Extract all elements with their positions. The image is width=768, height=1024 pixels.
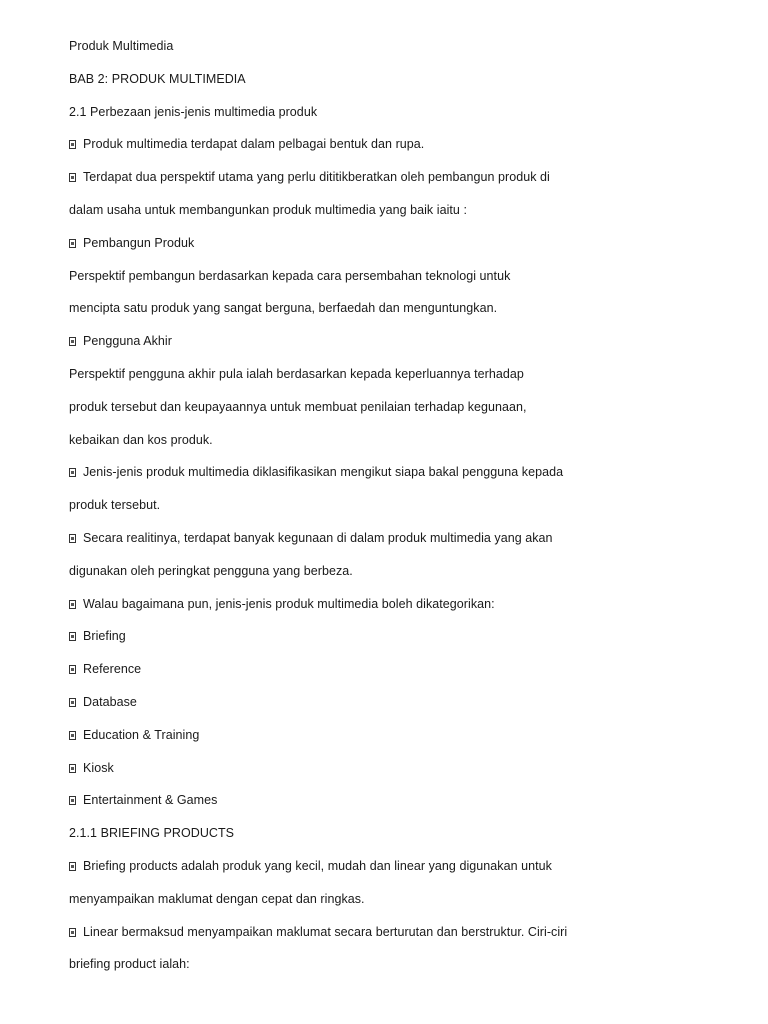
bullet-box-icon [69,337,76,346]
line-text: 2.1.1 BRIEFING PRODUCTS [69,826,235,840]
bullet-line [69,235,194,251]
line-text: produk tersebut. [69,498,161,512]
bullet-box-icon [69,468,76,477]
bullet-box-icon [69,764,76,773]
line-text: dalam usaha untuk membangunkan produk multimedia yang baik iaitu : [69,203,467,217]
text-line [69,563,353,579]
text-line [69,399,527,415]
bullet-line [69,924,567,940]
bullet-box-icon [69,928,76,937]
line-text: BAB 2: PRODUK MULTIMEDIA [69,72,246,86]
line-text: digunakan oleh peringkat pengguna yang berbeza. [69,564,353,578]
bullet-line [69,792,217,808]
line-text: Briefing [83,629,126,643]
line-text: Kiosk [83,761,114,775]
line-text: Walau bagaimana pun, jenis-jenis produk multimedia boleh dikategorikan: [83,597,495,611]
bullet-line [69,333,172,349]
line-text: kebaikan dan kos produk. [69,433,213,447]
bullet-box-icon [69,731,76,740]
bullet-box-icon [69,862,76,871]
bullet-box-icon [69,534,76,543]
bullet-line [69,530,553,546]
line-text: Perspektif pembangun berdasarkan kepada cara persembahan teknologi untuk [69,269,511,283]
text-line [69,300,497,316]
bullet-line [69,727,199,743]
text-line [69,825,234,841]
bullet-box-icon [69,665,76,674]
text-line [69,38,173,54]
bullet-line [69,628,126,644]
line-text: Education & Training [83,728,200,742]
line-text: mencipta satu produk yang sangat berguna, berfaedah dan menguntungkan. [69,301,498,315]
line-text: Jenis-jenis produk multimedia diklasifikasikan mengikut siapa bakal pengguna kepada [83,465,564,479]
text-line [69,891,365,907]
bullet-line [69,858,552,874]
bullet-line [69,694,137,710]
bullet-box-icon [69,698,76,707]
bullet-box-icon [69,600,76,609]
text-line [69,432,213,448]
line-text: Briefing products adalah produk yang kecil, mudah dan linear yang digunakan untuk [83,859,552,873]
text-line [69,366,524,382]
line-text: briefing product ialah: [69,957,190,971]
line-text: menyampaikan maklumat dengan cepat dan ringkas. [69,892,365,906]
bullet-box-icon [69,173,76,182]
line-text: produk tersebut dan keupayaannya untuk membuat penilaian terhadap kegunaan, [69,400,527,414]
line-text: 2.1 Perbezaan jenis-jenis multimedia produk [69,105,318,119]
line-text: Database [83,695,137,709]
line-text: Reference [83,662,142,676]
line-text: Entertainment & Games [83,793,218,807]
text-line [69,268,510,284]
text-line [69,497,160,513]
bullet-line [69,760,114,776]
bullet-line [69,661,141,677]
line-text: Terdapat dua perspektif utama yang perlu dititikberatkan oleh pembangun produk di [83,170,550,184]
bullet-box-icon [69,239,76,248]
line-text: Pengguna Akhir [83,334,172,348]
line-text: Perspektif pengguna akhir pula ialah berdasarkan kepada keperluannya terhadap [69,367,524,381]
text-line [69,202,467,218]
text-line [69,956,190,972]
bullet-box-icon [69,632,76,641]
line-text: Linear bermaksud menyampaikan maklumat secara berturutan dan berstruktur. Ciri-ciri [83,925,568,939]
line-text: Pembangun Produk [83,236,195,250]
bullet-line [69,464,563,480]
bullet-box-icon [69,796,76,805]
bullet-line [69,169,550,185]
bullet-box-icon [69,140,76,149]
line-text: Produk multimedia terdapat dalam pelbagai bentuk dan rupa. [83,137,425,151]
text-line [69,71,246,87]
text-line [69,104,317,120]
bullet-line [69,596,495,612]
line-text: Secara realitinya, terdapat banyak kegunaan di dalam produk multimedia yang akan [83,531,553,545]
line-text: Produk Multimedia [69,39,174,53]
bullet-line [69,136,424,152]
